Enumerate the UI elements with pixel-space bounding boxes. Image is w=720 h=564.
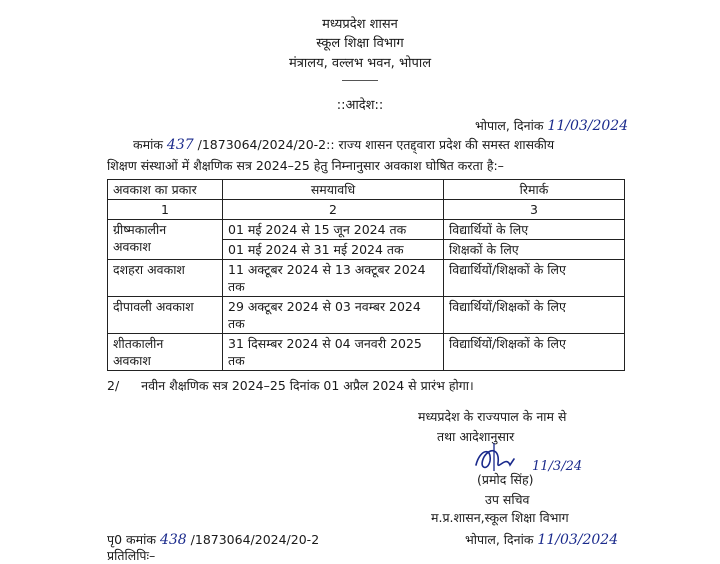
col-number: 3 — [444, 200, 625, 220]
copy-ref-code: /1873064/2024/20-2 — [190, 532, 320, 547]
copy-place-date — [465, 531, 618, 548]
table-row — [108, 297, 625, 334]
table-header-row — [108, 180, 625, 200]
point-2 — [107, 377, 474, 394]
cell-type-line: अवकाश — [113, 353, 151, 368]
place-date — [475, 117, 628, 134]
header-government: मध्यप्रदेश शासन — [322, 17, 398, 32]
cell-type-line: शीतकालीन — [113, 336, 164, 351]
cell-remark: विद्यार्थियों/शिक्षकों के लिए — [444, 260, 625, 297]
ref-code: /1873064/2024/20-2:: — [197, 137, 335, 152]
copy-ref-prefix: पृ0 कमांक — [107, 532, 156, 547]
signatory-designation: उप सचिव — [485, 492, 530, 507]
cell-period-line: 31 दिसम्बर 2024 से 04 जनवरी 2025 — [228, 336, 422, 351]
cell-period — [223, 260, 444, 297]
cell-period-line: तक — [228, 316, 245, 331]
cell-period-line: 29 अक्टूबर 2024 से 03 नवम्बर 2024 — [228, 299, 421, 314]
cell-type-line: ग्रीष्मकालीन — [113, 222, 167, 237]
cell-period: 01 मई 2024 से 15 जून 2024 तक — [223, 220, 444, 240]
cell-type — [108, 334, 223, 371]
sign-authority-line2: तथा आदेशानुसार — [437, 429, 515, 444]
col-header-period: समयावधि — [223, 180, 444, 200]
cell-type — [108, 220, 223, 260]
ref-prefix: कमांक — [133, 137, 163, 152]
point-2-text: नवीन शैक्षणिक सत्र 2024–25 दिनांक 01 अप्रैल 2024 से प्रारंभ होगा। — [141, 378, 474, 393]
ref-text-1: राज्य शासन एतद्द्वारा प्रदेश की समस्त शासकीय — [338, 137, 555, 152]
handwritten-date: 11/03/2024 — [547, 118, 629, 134]
cell-period-line: तक — [228, 279, 245, 294]
cell-remark: विद्यार्थियों के लिए — [444, 220, 625, 240]
signature-date: 11/3/24 — [532, 459, 583, 474]
point-2-number: 2/ — [107, 378, 120, 393]
cell-period-line: तक — [228, 353, 245, 368]
reference-line — [133, 136, 554, 153]
col-header-type: अवकाश का प्रकार — [108, 180, 223, 200]
table-row — [108, 220, 625, 240]
cell-remark: शिक्षकों के लिए — [444, 240, 625, 260]
copy-ref-number: 438 — [159, 532, 187, 548]
header-divider — [342, 80, 378, 81]
col-number: 1 — [108, 200, 223, 220]
cell-type-line: अवकाश — [113, 239, 151, 254]
cell-type: दीपावली अवकाश — [108, 297, 223, 334]
cell-period — [223, 334, 444, 371]
copy-place-label: भोपाल, दिनांक — [465, 532, 534, 547]
header-address: मंत्रालय, वल्लभ भवन, भोपाल — [288, 56, 432, 71]
order-title: ::आदेश:: — [336, 98, 384, 113]
ref-text-2: शिक्षण संस्थाओं में शैक्षणिक सत्र 2024–25 हेतु निम्नानुसार अवकाश घोषित करता है:– — [107, 158, 504, 173]
cell-remark: विद्यार्थियों/शिक्षकों के लिए — [444, 334, 625, 371]
place-date-label: भोपाल, दिनांक — [475, 118, 544, 133]
ref-number: 437 — [166, 137, 194, 153]
cell-remark: विद्यार्थियों/शिक्षकों के लिए — [444, 297, 625, 334]
holiday-table — [107, 179, 625, 371]
copies-label: प्रतिलिपिः– — [107, 548, 156, 563]
signatory-name: (प्रमोद सिंह) — [477, 472, 534, 487]
copy-handwritten-date: 11/03/2024 — [537, 532, 619, 548]
table-number-row — [108, 200, 625, 220]
col-number: 2 — [223, 200, 444, 220]
table-row — [108, 260, 625, 297]
cell-type: दशहरा अवकाश — [108, 260, 223, 297]
signatory-department: म.प्र.शासन,स्कूल शिक्षा विभाग — [431, 510, 569, 525]
cell-period — [223, 297, 444, 334]
sign-authority-line1: मध्यप्रदेश के राज्यपाल के नाम से — [418, 409, 567, 424]
header-department: स्कूल शिक्षा विभाग — [316, 36, 404, 51]
table-row — [108, 334, 625, 371]
col-header-remark: रिमार्क — [444, 180, 625, 200]
cell-period: 01 मई 2024 से 31 मई 2024 तक — [223, 240, 444, 260]
cell-period-line: 11 अक्टूबर 2024 से 13 अक्टूबर 2024 — [228, 262, 426, 277]
copy-reference — [107, 531, 319, 548]
